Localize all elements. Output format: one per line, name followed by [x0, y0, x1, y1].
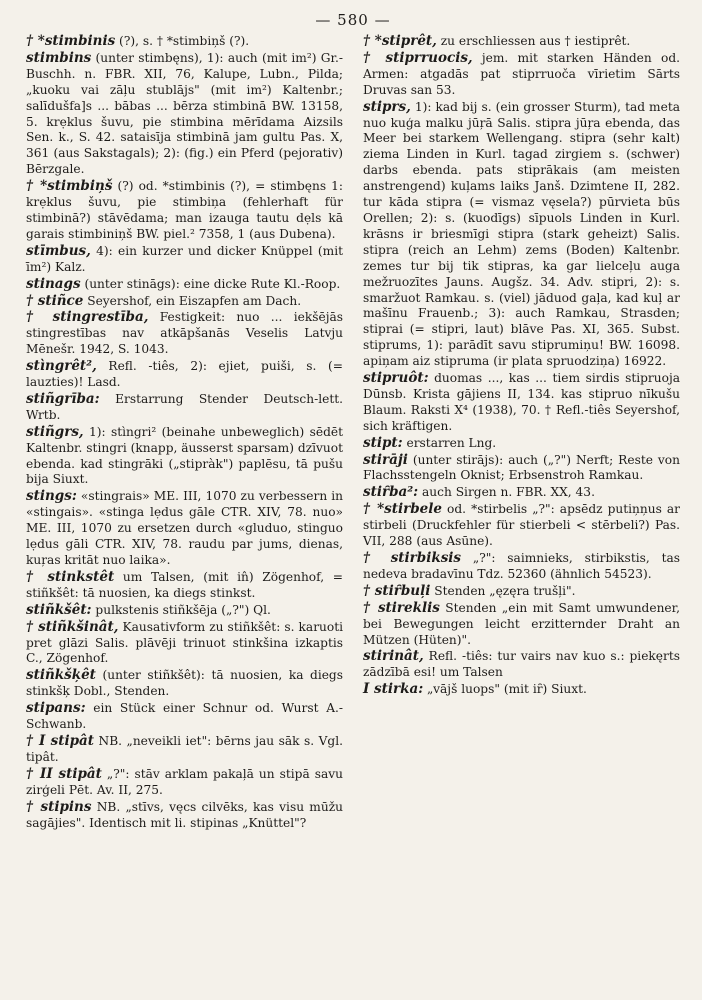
entry-headword: stipruôt:: [363, 370, 429, 387]
entry-headword: stinags: [26, 275, 81, 292]
entry-headword: † stirbiksis: [363, 550, 462, 566]
entry-text: Stenden „ęzęra trušļi".: [430, 583, 576, 598]
dictionary-entry: [26, 734, 343, 766]
entry-text: duomas ..., kas ... tiem sirdis stipruoja Dūnsb. Krista gājiens II, 134. kas stipruo nīkušu Blaum. Raksti X⁴ (1938), 70. † Refl.-tiês Seyershof, sich kräftigen.: [363, 371, 680, 433]
dictionary-entry: [363, 601, 680, 649]
dictionary-entry: [26, 603, 343, 619]
dictionary-entry: [26, 489, 343, 569]
dictionary-entry: [363, 682, 680, 698]
entry-headword: † stinkstêt: [26, 568, 115, 585]
entry-text: NB. „stīvs, vęcs cilvēks, kas visu mūžu sagājies". Identisch mit li. stipinas „Knüttel"?: [26, 799, 343, 830]
entry-headword: stiȓba²:: [363, 484, 419, 501]
dictionary-entry: [26, 767, 343, 799]
dictionary-entry: [363, 34, 680, 50]
entry-headword: stirāji: [363, 451, 408, 468]
entry-headword: † stiprruocis,: [363, 49, 473, 66]
entry-headword: † *stiprêt,: [363, 33, 437, 49]
dictionary-entry: [26, 668, 343, 700]
entry-headword: stìngrêt²,: [26, 358, 97, 375]
entry-headword: stimbins: [26, 49, 92, 66]
entry-text: (?), s. † *stimbiņš (?).: [115, 34, 250, 48]
entry-text: (?) od. *stimbinis (?), = stimbęns 1: krẹklus šuvu, pie stimbiņa (fehlerhaft für stimbinā?) stāvēdama; man izauga tautu dẹls kā garais stimbiniņš BW. piel.² 7358, 1 (aus Dubena).: [26, 179, 343, 241]
entry-text: (unter stirājs): auch („?") Nerft; Reste von Flachsstengeln Oknist; Erbsenstroh Ramkau.: [363, 452, 680, 483]
dictionary-entry: [26, 701, 343, 733]
entry-headword: stirinât,: [363, 648, 424, 665]
entry-text: (unter stināgs): eine dicke Rute Kl.-Roop.: [80, 276, 341, 291]
dictionary-entry: [26, 310, 343, 358]
dictionary-entry: [26, 392, 343, 424]
entry-text: od. *stirbelis „?": apsēdz putiņņus ar stirbeli (Druckfehler für stierbeli < stērbeli?) Pas. VII, 288 (aus Asūne).: [363, 502, 680, 549]
dictionary-entry: [363, 51, 680, 99]
entry-text: „?": stāv arklam pakaļā un stipā savu zirģeli Pēt. Av. II, 275.: [26, 766, 343, 797]
entry-headword: stiñgrs,: [26, 423, 84, 440]
entry-headword: stipt:: [363, 434, 403, 451]
entry-text: 4): ein kurzer und dicker Knüppel (mit īm²) Kalz.: [26, 243, 343, 274]
dictionary-entry: [363, 485, 680, 501]
entry-text: „vājš luops" (mit iȓ) Siuxt.: [423, 682, 587, 697]
left-column: [26, 34, 343, 832]
entry-text: «stingrais» ME. III, 1070 zu verbessern in «stingais». «stinga lẹdus gāle CTR. XIV, 78. nuo» ME. III, 1070 zu ersetzen durch «gluduo, stinguo lẹdus gāli CTR. XIV, 78. raudu par jums, dienas, kuŗas kritāt nuo laika».: [26, 489, 343, 567]
entry-text: erstarren Lng.: [402, 435, 497, 450]
entry-headword: stiñkšêt:: [26, 601, 92, 618]
dictionary-entry: [26, 294, 343, 310]
entry-headword: † stipins: [26, 798, 92, 815]
entry-text: um Talsen, (mit in̂) Zögenhof, = stiñkšêt: tā nuosien, ka diegs stinkst.: [26, 569, 343, 600]
dictionary-entry: [363, 453, 680, 485]
entry-headword: † II stipât: [26, 765, 102, 782]
entry-text: jem. mit starken Händen od. Armen: atgadās pat stiprruoča vīrietim Sārts Druvas san 53.: [363, 50, 680, 97]
entry-headword: † stiȓbuļi: [363, 582, 431, 599]
entry-headword: † stireklis: [363, 599, 440, 616]
entry-text: zu erschliessen aus † iestiprêt.: [436, 34, 631, 48]
entry-text: NB. „neveikli iet": bērns jau sāk s. Vgl. tipât.: [26, 733, 343, 764]
right-column: [363, 34, 680, 832]
entry-text: Erstarrung Stender Deutsch-lett. Wrtb.: [26, 391, 343, 422]
dictionary-entry: [363, 551, 680, 583]
entry-text: Stenden „ein mit Samt umwundener, bei Bewegungen leicht erzitternder Draht an Mützen (Hüten)".: [363, 600, 680, 647]
entry-headword: † stiñkšinât,: [26, 618, 119, 635]
dictionary-entry: [26, 51, 343, 178]
entry-headword: stiñgrība:: [26, 390, 100, 407]
dictionary-entry: [363, 502, 680, 550]
entry-headword: stings:: [26, 488, 77, 505]
dictionary-entry: [26, 179, 343, 243]
dictionary-entry: [363, 436, 680, 452]
dictionary-entry: [26, 34, 343, 50]
entry-headword: † *stimbiņš: [26, 178, 113, 195]
entry-text: Festigkeit: nuo ... iekšējās stingrestības nav atkāpšanās Veselis Latvju Mēnešr. 1942, S. 1043.: [26, 310, 343, 357]
entry-text: ein Stück einer Schnur od. Wurst A.-Schwanb.: [26, 701, 343, 732]
dictionary-entry: [363, 584, 680, 600]
entry-headword: stiprs,: [363, 98, 411, 115]
dictionary-entry: [26, 800, 343, 832]
entry-headword: stīmbus,: [26, 242, 91, 259]
columns: [26, 34, 680, 832]
entry-text: (unter stimbęns), 1): auch (mit im²) Gr.-Buschh. n. FBR. XII, 76, Kalupe, Lubn., Pilda; „kuoku vai zāļu stublājs" (mit im²) Kaltenbr.; salīdušfa]s ... bābas ... bērza stimbinā BW. 13158, 5. krẹklus šuvu, pie stimbina mērīdama Aizsils Sen. k., S. 42. sataisīja stimbinā jam gultu Pas. X, 361 (aus Sakstagals); 2): (fig.) ein Pferd (pejorativ) Bērzgale.: [26, 50, 343, 177]
entry-text: Refl. -tiês, 2): ejiet, puiši, s. (= lauzties)! Lasd.: [26, 359, 343, 390]
entry-headword: I stirka:: [363, 681, 424, 698]
dictionary-entry: [26, 277, 343, 293]
entry-text: 1): kad bij s. (ein grosser Sturm), tad meta nuo kuģa malku jūŗā Salis. stipra jūŗa ebenda, das Meer bei starkem Wellengang. stipra (sehr kalt) ziema Linden in Kurl. tagad zirgiem s. (schwer) darbs ebenda. pats stiprākais (am meisten anstrengend) kuļams laiks Janš. Dzimtene II, 282. tur kāda stipra (= vismaz vęsela?) pūrvieta būs Orellen; 2): s. (kuodīgs) sīpuols Linden in Kurl. krāsns ir briesmīgi stipra (stark geheizt) Salis. stipra (reich an Lehm) zems (Boden) Kaltenbr. zemes tur bij tik stipras, ka gar lielceļu auga mežruozītes Jauns. Augšz. 34. Adv. stipri, 2): s. smaržuot Ramkau. s. (viel) jāduod gaļa, kad kuļ ar mašīnu Frauenb.; 3): auch Ramkau, Strasden; stiprai (= stipri, laut) blāve Pas. XI, 365. Subst. stiprums, 1): parādīt savu stiprumiņu! BW. 16098. apiņam aiz stipruma (ir plata spruodziņa) 16922.: [363, 99, 680, 369]
entry-text: pulkstenis stiñkšēja („?") Ql.: [91, 602, 271, 617]
entry-text: „?": saimnieks, stirbikstis, tas nedeva bradavīnu Tdz. 52360 (ähnlich 54523).: [363, 551, 681, 581]
entry-headword: stipans:: [26, 700, 86, 717]
dictionary-entry: [26, 425, 343, 489]
dictionary-entry: [26, 359, 343, 391]
entry-text: auch Sirgen n. FBR. XX, 43.: [418, 485, 595, 500]
dictionary-entry: [363, 371, 680, 435]
entry-text: 1): stìngri² (beinahe unbeweglich) sēdēt Kaltenbr. stingri (knapp, äusserst sparsam) dzīvuot ebenda. kad stingrāki („stipràk") paplēsu, tā pušu bija Siuxt.: [26, 424, 343, 487]
entry-headword: stiñkšķêt: [26, 667, 96, 684]
dictionary-entry: [363, 649, 680, 681]
dictionary-entry: [26, 244, 343, 276]
dictionary-entry: [26, 570, 343, 602]
page-number: — 580 —: [315, 11, 391, 29]
entry-text: (unter stiñkšêt): tā nuosien, ka diegs stinkšķ Dobl., Stenden.: [26, 668, 343, 699]
entry-headword: † I stipât: [26, 732, 95, 749]
entry-headword: † stiñce: [26, 292, 84, 309]
entry-headword: † *stimbinis: [26, 33, 116, 49]
entry-text: Seyershof, ein Eiszapfen am Dach.: [83, 293, 302, 308]
entry-text: Refl. -tiês: tur vairs nav kuo s.: piekęrts zādzībā esi! um Talsen: [363, 649, 680, 680]
entry-headword: † *stirbele: [363, 501, 442, 518]
entry-text: Kausativform zu stiñkšêt: s. karuoti pret glāzi Salis. plāvēji trinuot stinkšina izkaptis C., Zögenhof.: [26, 619, 344, 666]
dictionary-entry: [363, 100, 680, 370]
entry-headword: † stingrestība,: [26, 309, 149, 326]
dictionary-entry: [26, 620, 343, 668]
